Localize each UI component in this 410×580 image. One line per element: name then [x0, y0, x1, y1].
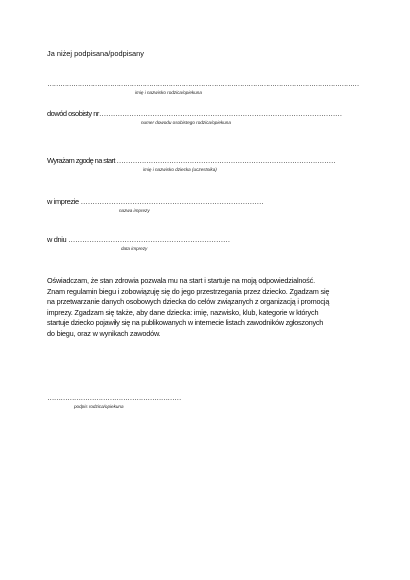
signature-caption: podpis rodzica/opiekuna: [74, 404, 124, 409]
parent-name-caption: imię i nazwisko rodzica/opiekuna: [135, 90, 202, 95]
statement-line: Znam regulamin biegu i zobowiązuję się do jego przestrzegania przez dziecko. Zgadzam się: [47, 286, 330, 296]
id-number-field: dowód osobisty nr……………………………………………………………………………………………: [47, 109, 342, 118]
event-date-caption: data imprezy: [121, 246, 148, 251]
statement-line: imprezy. Zgadzam się także, aby dane dziecka: imię, nazwisko, klub, kategorie w których: [47, 307, 319, 317]
signer-label: Ja niżej podpisana/podpisany: [47, 49, 144, 58]
signature-line: ……………………………………………………: [47, 393, 181, 402]
event-name-caption: nazwa imprezy: [119, 208, 150, 213]
statement-line: startuje dziecko pojawiły się na publikowanych w internecie listach zawodników zgłoszonych: [47, 318, 324, 328]
statement-line: na przetwarzanie danych osobowych dziecka do celów związanych z organizacją i promocją: [47, 297, 330, 307]
statement-line: Oświadczam, że stan zdrowia pozwala mu na start i startuje na moją odpowiedzialność.: [47, 276, 315, 285]
id-number-caption: numer dowodu osobistego rodzica/opiekuna: [141, 120, 231, 125]
event-name-field: w imprezie ……………………………………………………………………: [47, 197, 264, 206]
statement-paragraph: [47, 276, 377, 340]
child-name-caption: imię i nazwisko dziecka (uczestnika): [143, 167, 217, 172]
event-date-field: w dniu ……………………………………………………………: [47, 235, 230, 244]
statement-line: do biegu, oraz w wynikach zawodów.: [47, 328, 161, 338]
parent-name-line: ………………………………………………………………………………………………………………………………: [47, 79, 359, 88]
consent-child-field: Wyrażam zgodę na start ……………………………………………………………………………………: [47, 156, 336, 165]
